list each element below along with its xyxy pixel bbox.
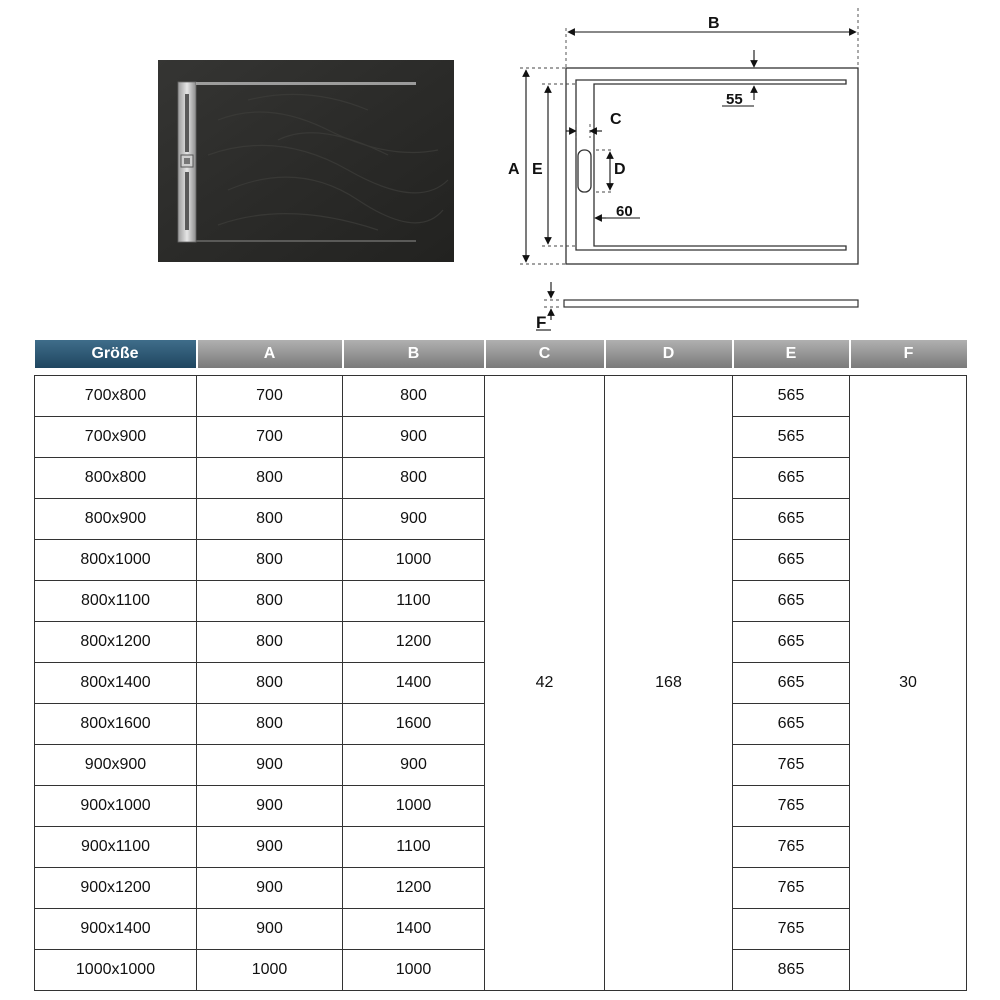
tray-side-profile bbox=[564, 300, 858, 307]
cell-size: 800x800 bbox=[35, 458, 197, 499]
header-b: B bbox=[343, 340, 485, 368]
cell-b: 800 bbox=[343, 376, 485, 417]
cell-a: 700 bbox=[197, 376, 343, 417]
cell-size: 800x900 bbox=[35, 499, 197, 540]
dimension-diagram bbox=[0, 0, 1000, 340]
cell-e: 665 bbox=[733, 458, 850, 499]
header-e: E bbox=[733, 340, 850, 368]
cell-e: 765 bbox=[733, 786, 850, 827]
cell-b: 1400 bbox=[343, 909, 485, 950]
cell-e: 565 bbox=[733, 417, 850, 458]
cell-size: 800x1000 bbox=[35, 540, 197, 581]
cell-b: 1200 bbox=[343, 622, 485, 663]
cell-d-merged: 168 bbox=[605, 376, 733, 991]
cell-size: 900x1000 bbox=[35, 786, 197, 827]
cell-size: 800x1200 bbox=[35, 622, 197, 663]
cell-b: 900 bbox=[343, 745, 485, 786]
cell-e: 765 bbox=[733, 909, 850, 950]
cell-b: 800 bbox=[343, 458, 485, 499]
cell-b: 1200 bbox=[343, 868, 485, 909]
cell-e: 665 bbox=[733, 581, 850, 622]
header-c: C bbox=[485, 340, 605, 368]
label-b: B bbox=[708, 15, 720, 32]
cell-e: 665 bbox=[733, 622, 850, 663]
cell-size: 900x1200 bbox=[35, 868, 197, 909]
label-d: D bbox=[614, 161, 626, 178]
cell-e: 665 bbox=[733, 663, 850, 704]
cell-a: 1000 bbox=[197, 950, 343, 991]
cell-a: 800 bbox=[197, 704, 343, 745]
cell-b: 1400 bbox=[343, 663, 485, 704]
cell-b: 900 bbox=[343, 499, 485, 540]
cell-a: 900 bbox=[197, 745, 343, 786]
label-e: E bbox=[532, 161, 543, 178]
cell-size: 900x1400 bbox=[35, 909, 197, 950]
label-f: F bbox=[536, 313, 547, 332]
cell-b: 1000 bbox=[343, 950, 485, 991]
cell-e: 865 bbox=[733, 950, 850, 991]
cell-b: 1000 bbox=[343, 786, 485, 827]
cell-size: 1000x1000 bbox=[35, 950, 197, 991]
label-60: 60 bbox=[616, 203, 633, 220]
cell-b: 900 bbox=[343, 417, 485, 458]
cell-size: 900x1100 bbox=[35, 827, 197, 868]
cell-b: 1100 bbox=[343, 827, 485, 868]
cell-a: 800 bbox=[197, 663, 343, 704]
cell-b: 1600 bbox=[343, 704, 485, 745]
cell-size: 800x1400 bbox=[35, 663, 197, 704]
cell-size: 800x1100 bbox=[35, 581, 197, 622]
cell-a: 800 bbox=[197, 540, 343, 581]
header-groesse: Größe bbox=[35, 340, 197, 368]
cell-e: 665 bbox=[733, 704, 850, 745]
cell-a: 800 bbox=[197, 622, 343, 663]
cell-size: 700x900 bbox=[35, 417, 197, 458]
cell-b: 1000 bbox=[343, 540, 485, 581]
size-specification-table bbox=[34, 340, 967, 991]
header-f: F bbox=[850, 340, 967, 368]
label-c: C bbox=[610, 111, 622, 128]
cell-e: 765 bbox=[733, 868, 850, 909]
cell-e: 565 bbox=[733, 376, 850, 417]
header-d: D bbox=[605, 340, 733, 368]
extension-lines bbox=[520, 8, 858, 307]
cell-size: 800x1600 bbox=[35, 704, 197, 745]
cell-a: 800 bbox=[197, 499, 343, 540]
table-row bbox=[35, 376, 967, 417]
label-a: A bbox=[508, 161, 520, 178]
cell-c-merged: 42 bbox=[485, 376, 605, 991]
cell-e: 765 bbox=[733, 745, 850, 786]
cell-a: 900 bbox=[197, 868, 343, 909]
cell-e: 665 bbox=[733, 540, 850, 581]
cell-a: 700 bbox=[197, 417, 343, 458]
cell-a: 800 bbox=[197, 458, 343, 499]
cell-e: 765 bbox=[733, 827, 850, 868]
cell-size: 900x900 bbox=[35, 745, 197, 786]
cell-a: 800 bbox=[197, 581, 343, 622]
cell-size: 700x800 bbox=[35, 376, 197, 417]
header-a: A bbox=[197, 340, 343, 368]
cell-a: 900 bbox=[197, 909, 343, 950]
cell-a: 900 bbox=[197, 786, 343, 827]
label-55: 55 bbox=[726, 91, 743, 108]
cell-b: 1100 bbox=[343, 581, 485, 622]
cell-e: 665 bbox=[733, 499, 850, 540]
cell-f-merged: 30 bbox=[850, 376, 967, 991]
cell-a: 900 bbox=[197, 827, 343, 868]
